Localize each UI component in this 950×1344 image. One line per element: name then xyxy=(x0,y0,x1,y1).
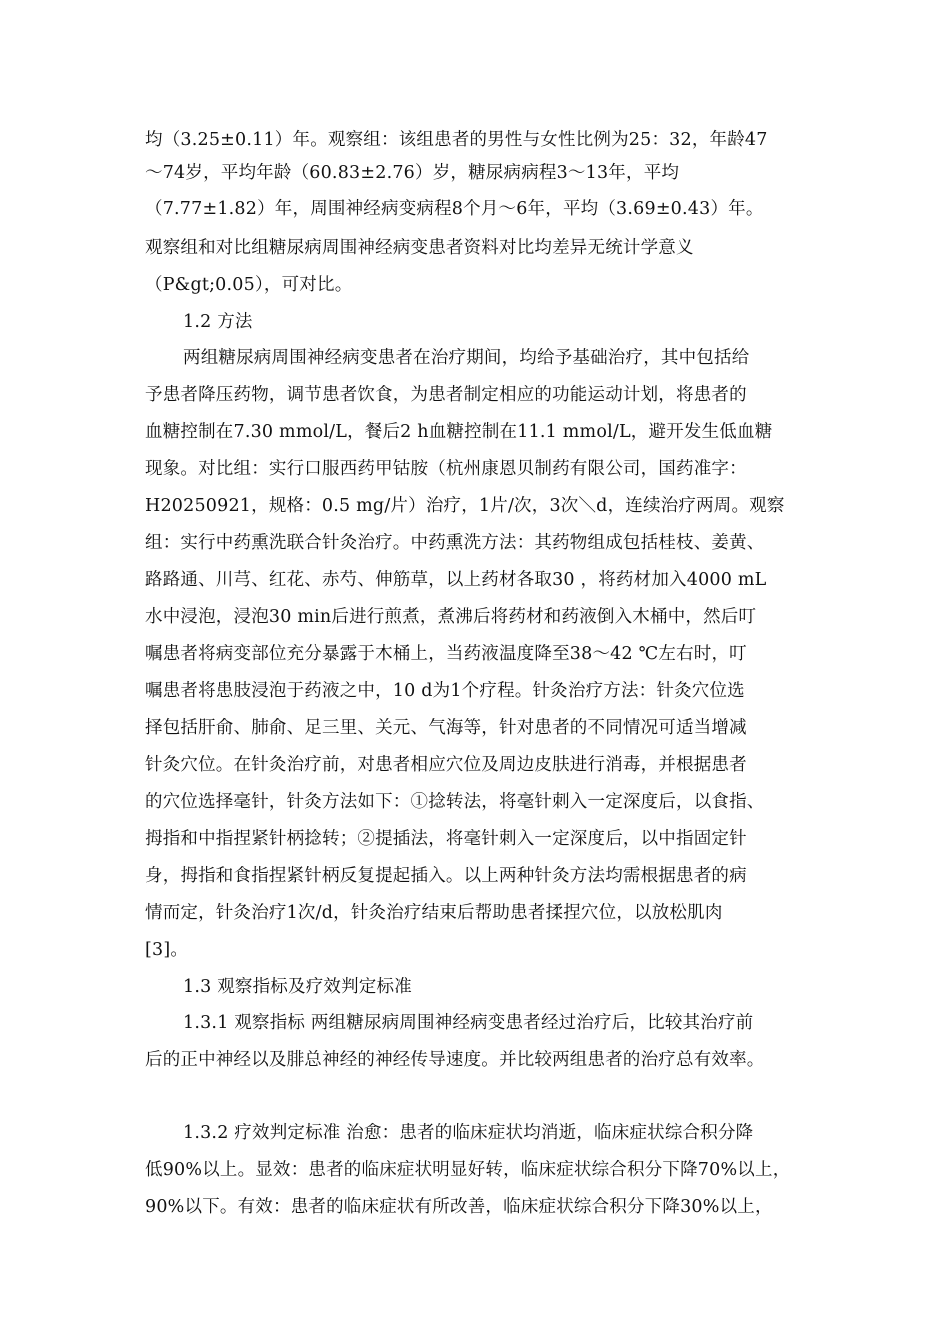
subsection-first-line: 1.3.2 疗效判定标准 治愈：患者的临床症状均消逝，临床症状综合积分降 xyxy=(183,1123,754,1143)
subsection-first-line: 1.3.1 观察指标 两组糖尿病周围神经病变患者经过治疗后，比较其治疗前 xyxy=(183,1013,754,1033)
text-line: 路路通、川芎、红花、赤芍、伸筋草，以上药材各取30 ，将药材加入4000 mL xyxy=(145,570,767,590)
text-line: 情而定，针灸治疗1次/d，针灸治疗结束后帮助患者揉捏穴位，以放松肌肉 xyxy=(145,903,723,923)
text-line: （P&gt;0.05），可对比。 xyxy=(145,275,353,295)
text-line: 拇指和中指捏紧针柄捻转；②提插法，将毫针刺入一定深度后，以中指固定针 xyxy=(145,829,747,849)
text-line: ～74岁，平均年龄（60.83±2.76）岁，糖尿病病程3～13年，平均 xyxy=(145,163,680,183)
text-line: 90%以下。有效：患者的临床症状有所改善，临床症状综合积分下降30%以上， xyxy=(145,1197,773,1217)
section-heading: 1.2 方法 xyxy=(183,312,253,332)
text-line: H20250921，规格：0.5 mg/片）治疗，1片/次，3次＼d，连续治疗两周。观察 xyxy=(145,496,785,516)
text-line: 现象。对比组：实行口服西药甲钴胺（杭州康恩贝制药有限公司，国药准字： xyxy=(145,459,747,479)
text-line: 针灸穴位。在针灸治疗前，对患者相应穴位及周边皮肤进行消毒，并根据患者 xyxy=(145,755,747,775)
text-line: 择包括肝俞、肺俞、足三里、关元、气海等，针对患者的不同情况可适当增减 xyxy=(145,718,747,738)
paragraph-first-line: 两组糖尿病周围神经病变患者在治疗期间，均给予基础治疗，其中包括给 xyxy=(183,348,750,368)
text-line: 均（3.25±0.11）年。观察组：该组患者的男性与女性比例为25：32，年龄47 xyxy=(145,130,768,150)
text-line: 身，拇指和食指捏紧针柄反复提起插入。以上两种针灸方法均需根据患者的病 xyxy=(145,866,747,886)
text-line: 观察组和对比组糖尿病周围神经病变患者资料对比均差异无统计学意义 xyxy=(145,238,694,258)
text-line: 组：实行中药熏洗联合针灸治疗。中药熏洗方法：其药物组成包括桂枝、姜黄、 xyxy=(145,533,765,553)
text-line: 后的正中神经以及腓总神经的神经传导速度。并比较两组患者的治疗总有效率。 xyxy=(145,1050,765,1070)
text-line: （7.77±1.82）年，周围神经病变病程8个月～6年，平均（3.69±0.43）年。 xyxy=(145,199,764,219)
text-line: 予患者降压药物，调节患者饮食，为患者制定相应的功能运动计划，将患者的 xyxy=(145,385,747,405)
text-line: 的穴位选择毫针，针灸方法如下：①捻转法，将毫针刺入一定深度后，以食指、 xyxy=(145,792,765,812)
text-line: 嘱患者将病变部位充分暴露于木桶上，当药液温度降至38～42 ℃左右时，叮 xyxy=(145,644,747,664)
text-line: 水中浸泡，浸泡30 min后进行煎煮，煮沸后将药材和药液倒入木桶中，然后叮 xyxy=(145,607,757,627)
text-line: 嘱患者将患肢浸泡于药液之中，10 d为1个疗程。针灸治疗方法：针灸穴位选 xyxy=(145,681,745,701)
text-line: 血糖控制在7.30 mmol/L，餐后2 h血糖控制在11.1 mmol/L，避开发生低血糖 xyxy=(145,422,773,442)
text-line: [3]。 xyxy=(145,940,189,960)
text-line: 低90%以上。显效：患者的临床症状明显好转，临床症状综合积分下降70%以上， xyxy=(145,1160,791,1180)
section-heading: 1.3 观察指标及疗效判定标准 xyxy=(183,977,412,997)
